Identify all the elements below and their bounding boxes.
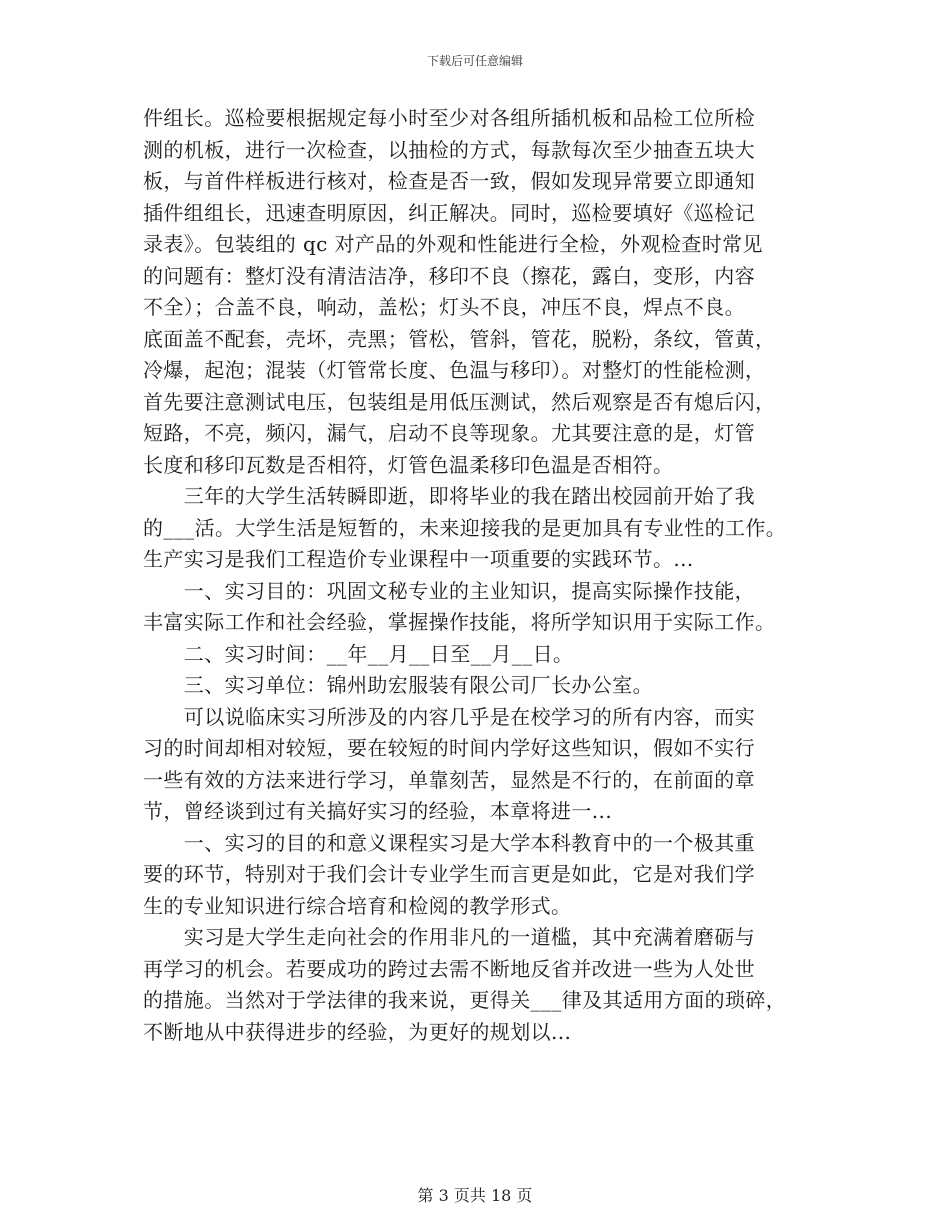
body-line: 再学习的机会。若要成功的跨过去需不断地反省并改进一些为人处世 (143, 956, 755, 981)
body-line: 生产实习是我们工程造价专业课程中一项重要的实践环节。... (143, 547, 694, 571)
body-line: 节，曾经谈到过有关搞好实习的经验，本章将进一... (143, 799, 613, 823)
document-body (143, 103, 833, 1048)
page-number-footer: 第 3 页共 18 页 (417, 1186, 533, 1205)
body-line: 测的机板，进行一次检查，以抽检的方式，每款每次至少抽查五块大 (143, 137, 755, 162)
body-line: 要的环节，特别对于我们会计专业学生而言更是如此，它是对我们学 (143, 862, 755, 886)
body-line: 板，与首件样板进行核对，检查是否一致，假如发现异常要立即通知 (143, 169, 755, 193)
body-line: 的___活。大学生活是短暂的，未来迎接我的是更加具有专业性的工作。 (143, 515, 787, 540)
body-line: 生的专业知识进行综合培育和检阅的教学形式。 (143, 893, 572, 918)
body-line: 实习是大学生走向社会的作用非凡的一道槛，其中充满着磨砺与 (143, 925, 755, 949)
page-header: 下载后可任意编辑 (426, 54, 523, 68)
body-line: 的问题有：整灯没有清洁洁净，移印不良（擦花，露白，变形，内容 (143, 263, 755, 288)
body-line: 冷爆，起泡；混装（灯管常长度、色温与移印）。对整灯的性能检测， (143, 358, 766, 382)
body-line: 不断地从中获得进步的经验，为更好的规划以... (143, 1019, 572, 1044)
body-line: 习的时间却相对较短，要在较短的时间内学好这些知识，假如不实行 (143, 736, 755, 760)
body-line: 长度和移印瓦数是否相符，灯管色温柔移印色温是否相符。 (143, 452, 674, 477)
body-line: 件组长。巡检要根据规定每小时至少对各组所插机板和品检工位所检 (143, 106, 755, 130)
body-line: 不全）；合盖不良，响动，盖松；灯头不良，冲压不良，焊点不良。 (143, 295, 745, 319)
body-line: 录表》。包装组的 qc 对产品的外观和性能进行全检，外观检查时常见 (143, 232, 763, 256)
body-line: 一、实习目的：巩固文秘专业的主业知识，提高实际操作技能， (143, 578, 755, 603)
body-line: 底面盖不配套，壳坏，壳黑；管松，管斜，管花，脱粉，条纹，管黄， (143, 326, 776, 351)
body-line: 首先要注意测试电压，包装组是用低压测试，然后观察是否有熄后闪， (143, 389, 776, 414)
body-line: 一些有效的方法来进行学习，单靠刻苦，显然是不行的，在前面的章 (143, 767, 755, 792)
body-line: 二、实习时间：__年__月__日至__月__日。 (143, 641, 574, 666)
body-line: 三年的大学生活转瞬即逝，即将毕业的我在踏出校园前开始了我 (143, 484, 755, 508)
body-line: 的措施。当然对于学法律的我来说，更得关___律及其适用方面的琐碎， (143, 988, 787, 1012)
body-line: 三、实习单位：锦州助宏服装有限公司厂长办公室。 (143, 673, 653, 697)
body-line: 丰富实际工作和社会经验，掌握操作技能，将所学知识用于实际工作。 (143, 610, 776, 634)
body-line: 可以说临床实习所涉及的内容几乎是在校学习的所有内容，而实 (143, 704, 755, 729)
body-line: 插件组组长，迅速查明原因，纠正解决。同时，巡检要填好《巡检记 (143, 200, 755, 225)
body-line: 短路，不亮，频闪，漏气，启动不良等现象。尤其要注意的是，灯管 (143, 421, 755, 445)
body-line: 一、实习的目的和意义课程实习是大学本科教育中的一个极其重 (143, 830, 755, 855)
